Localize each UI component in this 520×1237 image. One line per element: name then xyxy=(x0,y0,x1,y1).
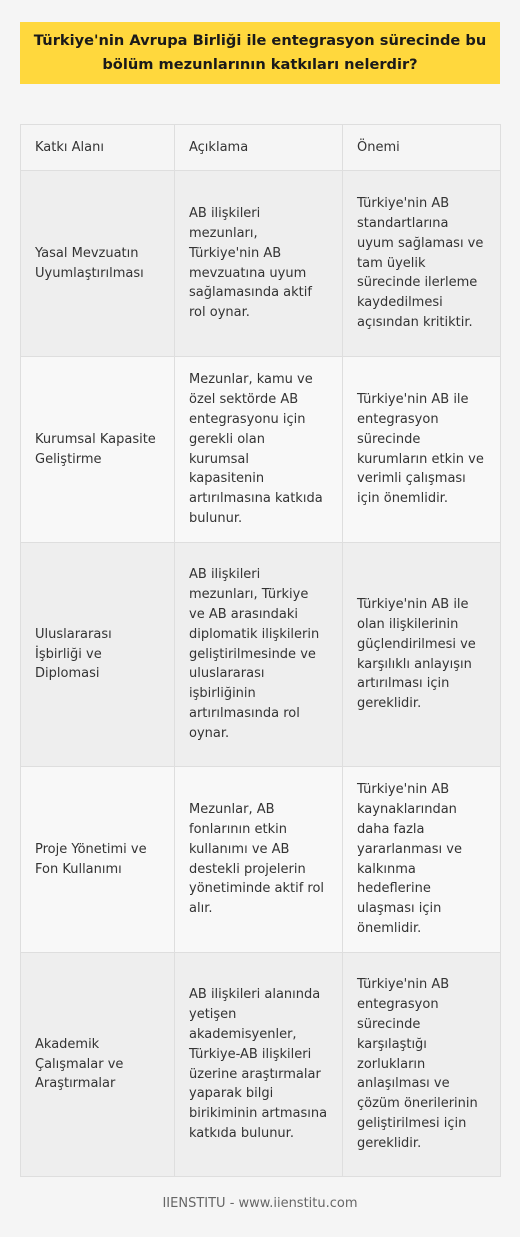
cell-description: AB ilişkileri mezunları, Türkiye ve AB arasındaki diplomatik ilişkilerin geliştirilmesinde ve uluslararası işbirliğinin artırılmasında rol oynar. xyxy=(175,543,343,767)
cell-importance: Türkiye'nin AB entegrasyon sürecinde karşılaştığı zorlukların anlaşılması ve çözüm önerilerinin geliştirilmesi için gereklidir. xyxy=(343,953,501,1177)
table-row xyxy=(21,543,501,767)
cell-description: AB ilişkileri mezunları, Türkiye'nin AB mevzuatına uyum sağlamasında aktif rol oynar. xyxy=(175,171,343,357)
cell-importance: Türkiye'nin AB kaynaklarından daha fazla yararlanması ve kalkınma hedeflerine ulaşması için önemlidir. xyxy=(343,767,501,953)
cell-description: Mezunlar, kamu ve özel sektörde AB entegrasyonu için gerekli olan kurumsal kapasitenin artırılmasına katkıda bulunur. xyxy=(175,357,343,543)
cell-importance: Türkiye'nin AB standartlarına uyum sağlaması ve tam üyelik sürecinde ilerleme kaydedilmesi açısından kritiktir. xyxy=(343,171,501,357)
column-header-description: Açıklama xyxy=(175,125,343,171)
cell-importance: Türkiye'nin AB ile entegrasyon sürecinde kurumların etkin ve verimli çalışması için önemlidir. xyxy=(343,357,501,543)
table-row xyxy=(21,767,501,953)
cell-description: AB ilişkileri alanında yetişen akademisyenler, Türkiye-AB ilişkileri üzerine araştırmalar yaparak bilgi birikiminin artmasına katkıda bulunur. xyxy=(175,953,343,1177)
cell-area: Akademik Çalışmalar ve Araştırmalar xyxy=(21,953,175,1177)
table-row xyxy=(21,357,501,543)
column-header-importance: Önemi xyxy=(343,125,501,171)
table-row xyxy=(21,171,501,357)
table-row xyxy=(21,953,501,1177)
footer-credit: IIENSTITU - www.iienstitu.com xyxy=(162,1196,358,1211)
cell-area: Kurumsal Kapasite Geliştirme xyxy=(21,357,175,543)
cell-area: Yasal Mevzuatın Uyumlaştırılması xyxy=(21,171,175,357)
contributions-table xyxy=(20,124,501,1177)
cell-description: Mezunlar, AB fonlarının etkin kullanımı ve AB destekli projelerin yönetiminde aktif rol alır. xyxy=(175,767,343,953)
cell-importance: Türkiye'nin AB ile olan ilişkilerinin güçlendirilmesi ve karşılıklı anlayışın artırılması için gereklidir. xyxy=(343,543,501,767)
column-header-area: Katkı Alanı xyxy=(21,125,175,171)
cell-area: Uluslararası İşbirliği ve Diplomasi xyxy=(21,543,175,767)
page-title: Türkiye'nin Avrupa Birliği ile entegrasyon sürecinde bu bölüm mezunlarının katkıları nelerdir? xyxy=(20,22,500,84)
table-header-row xyxy=(21,125,501,171)
cell-area: Proje Yönetimi ve Fon Kullanımı xyxy=(21,767,175,953)
